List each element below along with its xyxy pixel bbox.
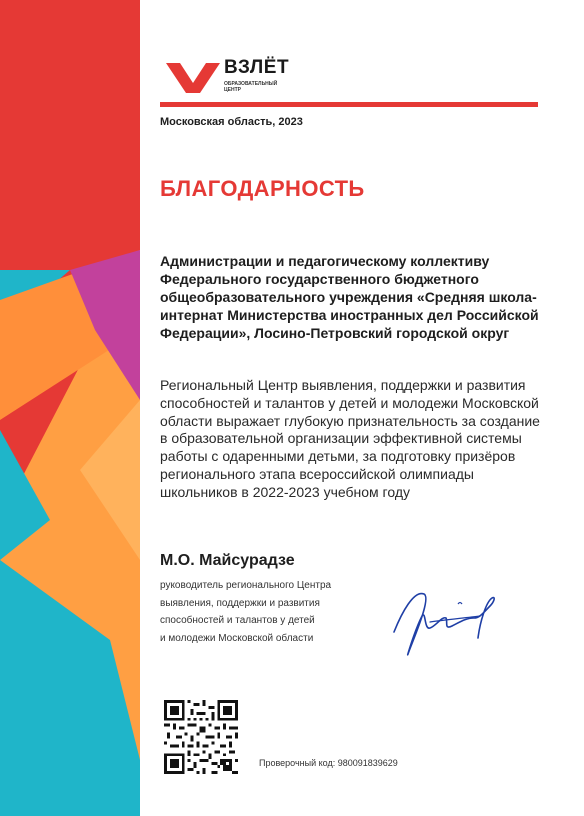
verification-code: Проверочный код: 980091839629 bbox=[259, 758, 398, 768]
signer-name: М.О. Майсурадзе bbox=[160, 552, 295, 569]
vzlyot-logo bbox=[166, 55, 306, 95]
decorative-side-art bbox=[0, 0, 140, 816]
logo-subtitle: ОБРАЗОВАТЕЛЬНЫЙ ЦЕНТР bbox=[224, 81, 278, 93]
place-year: Московская область, 2023 bbox=[160, 116, 303, 128]
document-title: БЛАГОДАРНОСТЬ bbox=[160, 176, 365, 201]
qr-code-icon bbox=[164, 700, 238, 774]
logo-title: ВЗЛЁТ bbox=[224, 57, 290, 78]
body-text: Региональный Центр выявления, поддержки и развития способностей и талантов у детей и молодежи Московской области выражает глубокую признательность за создание в образовательной организации эффективной системы работы с одаренными детьми, за подготовку призёров регионального этапа всероссийской олимпиады школьников в 2022-2023 учебном году bbox=[160, 377, 540, 500]
header-divider bbox=[160, 102, 538, 107]
recipient-text: Администрации и педагогическому коллективу Федерального государственного бюджетного общеобразовательного учреждения «Средняя школа-интернат Министерства иностранных дел Российской Федерации», Лосино-Петровский городской округ bbox=[160, 253, 539, 341]
handwritten-signature bbox=[384, 572, 514, 662]
logo-v-mark-icon bbox=[166, 57, 220, 93]
signer-role: руководитель регионального Центра выявления, поддержки и развития способностей и талантов у детей и молодежи Московской области bbox=[160, 580, 332, 644]
